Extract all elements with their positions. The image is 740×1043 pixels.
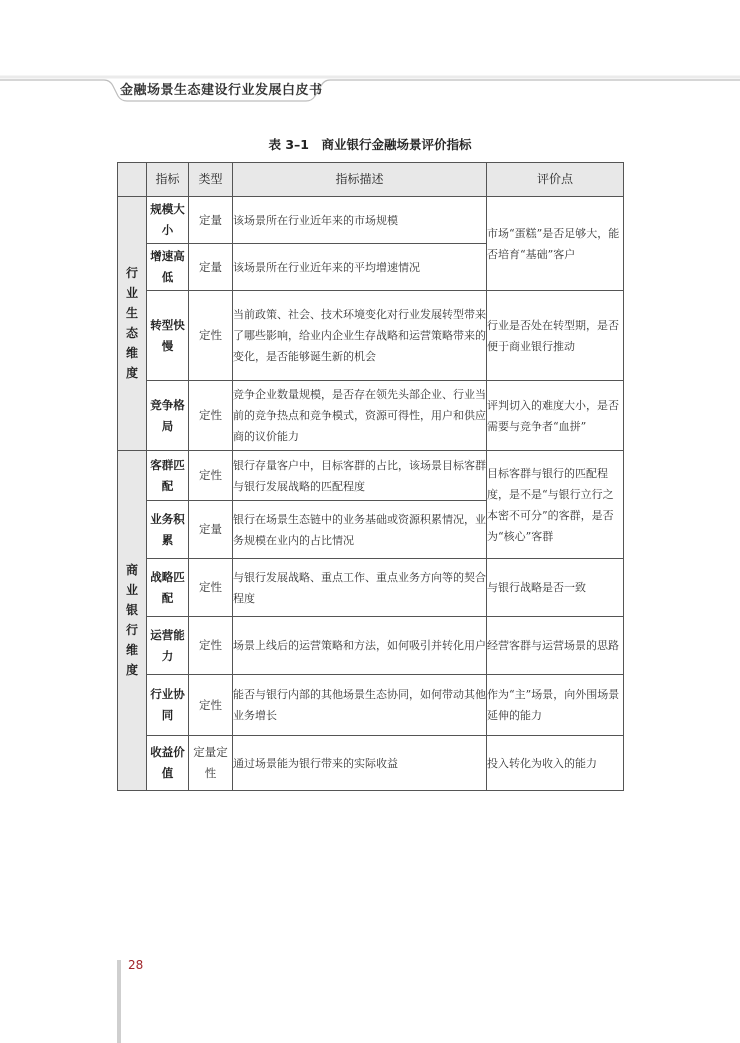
table-row: [118, 736, 624, 791]
indicator-cell: 客群匹配: [147, 451, 189, 501]
evaluation-cell: 投入转化为收入的能力: [487, 736, 624, 791]
type-cell: 定性: [189, 675, 233, 736]
indicator-cell: 竞争格局: [147, 381, 189, 451]
evaluation-cell: 与银行战略是否一致: [487, 559, 624, 617]
description-cell: 该场景所在行业近年来的平均增速情况: [233, 244, 487, 291]
metrics-table: [117, 162, 624, 791]
indicator-cell: 增速高低: [147, 244, 189, 291]
column-header: 指标: [147, 163, 189, 197]
description-cell: 银行存量客户中，目标客群的占比，该场景目标客群与银行发展战略的匹配程度: [233, 451, 487, 501]
dimension-label: 商业银行维度: [125, 563, 138, 677]
footer-bar: [117, 960, 121, 1043]
type-cell: 定性: [189, 381, 233, 451]
evaluation-cell: 经营客群与运营场景的思路: [487, 617, 624, 675]
evaluation-cell: 作为“主”场景，向外围场景延伸的能力: [487, 675, 624, 736]
description-cell: 能否与银行内部的其他场景生态协同，如何带动其他业务增长: [233, 675, 487, 736]
type-cell: 定性: [189, 617, 233, 675]
type-cell: 定量: [189, 501, 233, 559]
column-header: 评价点: [487, 163, 624, 197]
indicator-cell: 收益价值: [147, 736, 189, 791]
evaluation-cell: 市场“蛋糕”是否足够大，能否培育“基础”客户: [487, 197, 624, 291]
table-row: [118, 291, 624, 381]
evaluation-cell: 行业是否处在转型期，是否便于商业银行推动: [487, 291, 624, 381]
table-row: [118, 197, 624, 244]
description-cell: 通过场景能为银行带来的实际收益: [233, 736, 487, 791]
header-corner: [118, 163, 147, 197]
column-header: 指标描述: [233, 163, 487, 197]
indicator-cell: 业务积累: [147, 501, 189, 559]
table-row: [118, 381, 624, 451]
book-title: 金融场景生态建设行业发展白皮书: [120, 83, 323, 98]
table-row: [118, 617, 624, 675]
indicator-cell: 转型快慢: [147, 291, 189, 381]
indicator-cell: 战略匹配: [147, 559, 189, 617]
evaluation-cell: 目标客群与银行的匹配程度，是不是“与银行立行之本密不可分”的客群，是否为“核心”客群: [487, 451, 624, 559]
description-cell: 银行在场景生态链中的业务基础或资源积累情况，业务规模在业内的占比情况: [233, 501, 487, 559]
type-cell: 定量: [189, 197, 233, 244]
type-cell: 定量: [189, 244, 233, 291]
table-row: [118, 559, 624, 617]
description-cell: 当前政策、社会、技术环境变化对行业发展转型带来了哪些影响，给业内企业生存战略和运营策略带来的变化，是否能够诞生新的机会: [233, 291, 487, 381]
column-header: 类型: [189, 163, 233, 197]
type-cell: 定量定性: [189, 736, 233, 791]
page-number: 28: [128, 958, 144, 972]
dimension-label: 行业生态维度: [125, 266, 138, 380]
dimension-cell: [118, 197, 147, 451]
table-title: 表 3–1 商业银行金融场景评价指标: [268, 137, 472, 152]
indicator-cell: 运营能力: [147, 617, 189, 675]
description-cell: 该场景所在行业近年来的市场规模: [233, 197, 487, 244]
indicator-cell: 规模大小: [147, 197, 189, 244]
table-row: [118, 675, 624, 736]
evaluation-cell: 评判切入的难度大小，是否需要与竞争者“血拼”: [487, 381, 624, 451]
dimension-cell: [118, 451, 147, 791]
table-row: [118, 451, 624, 501]
indicator-cell: 行业协同: [147, 675, 189, 736]
type-cell: 定性: [189, 451, 233, 501]
table-header-row: [118, 163, 624, 197]
description-cell: 场景上线后的运营策略和方法，如何吸引并转化用户: [233, 617, 487, 675]
header-decoration: [0, 0, 740, 110]
type-cell: 定性: [189, 559, 233, 617]
description-cell: 与银行发展战略、重点工作、重点业务方向等的契合程度: [233, 559, 487, 617]
description-cell: 竞争企业数量规模，是否存在领先头部企业、行业当前的竞争热点和竞争模式，资源可得性，用户和供应商的议价能力: [233, 381, 487, 451]
type-cell: 定性: [189, 291, 233, 381]
